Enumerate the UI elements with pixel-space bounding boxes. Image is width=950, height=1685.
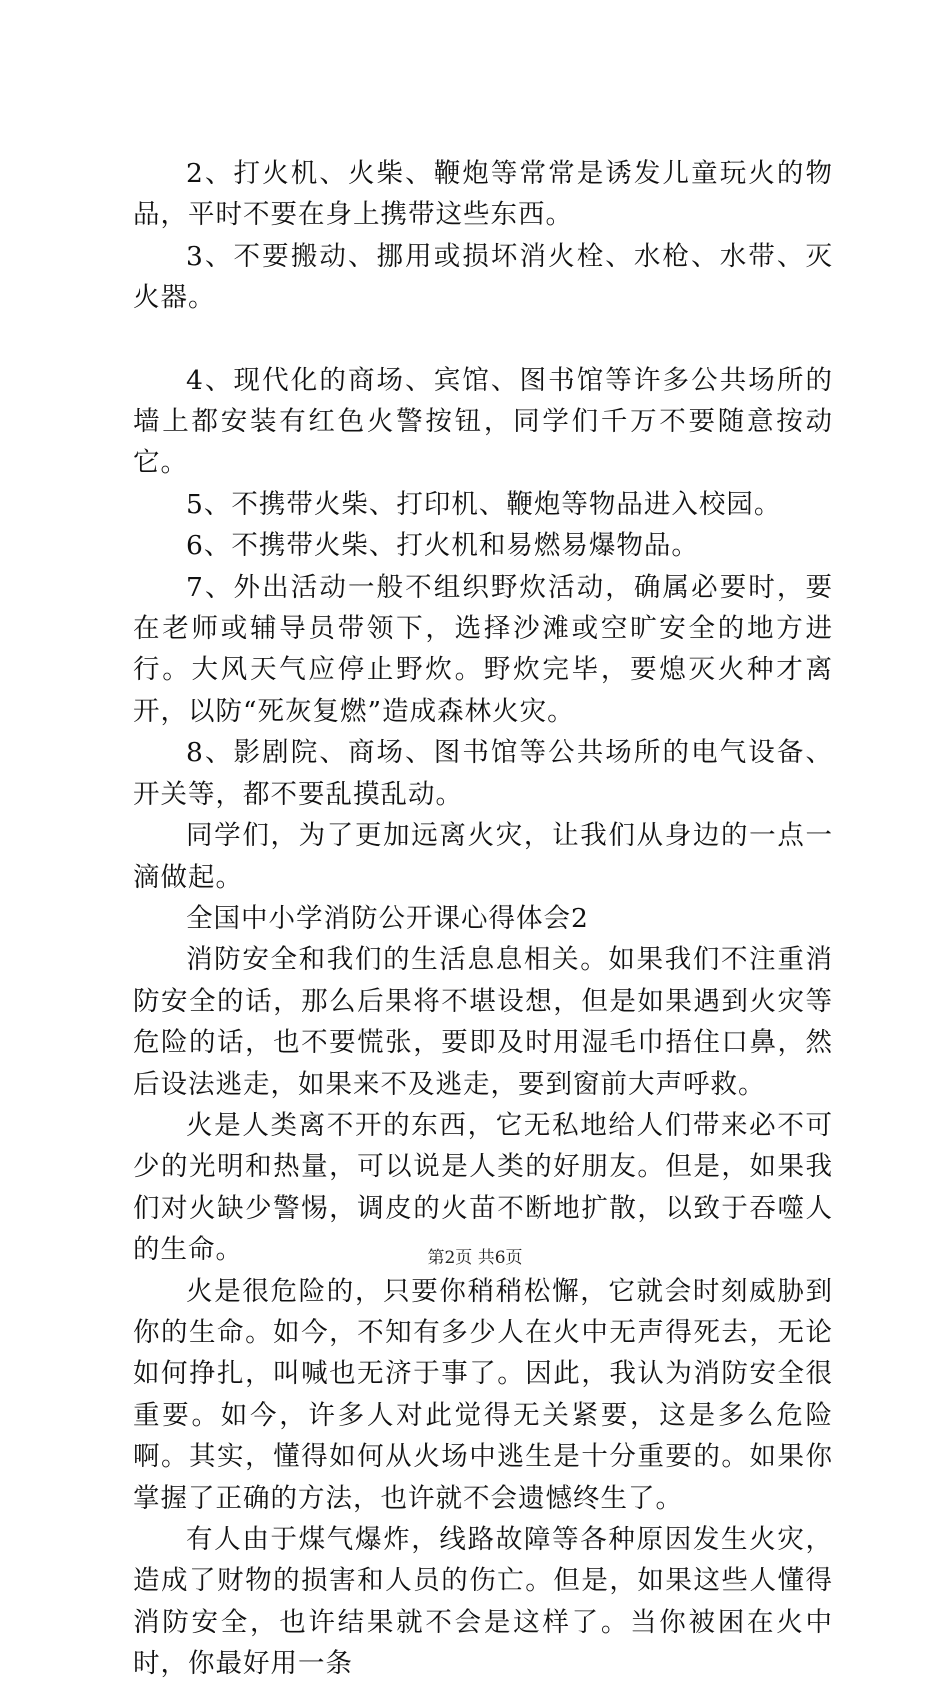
paragraph: 火是很危险的，只要你稍稍松懈，它就会时刻威胁到你的生命。如今，不知有多少人在火中无声得死去，无论如何挣扎，叫喊也无济于事了。因此，我认为消防安全很重要。如今，许多人对此觉得无关紧要，这是多么危险啊。其实，懂得如何从火场中逃生是十分重要的。如果你掌握了正确的方法，也许就不会遗憾终生了。 xyxy=(133,1275,833,1514)
paragraph: 火是人类离不开的东西，它无私地给人们带来必不可少的光明和热量，可以说是人类的好朋友。但是，如果我们对火缺少警惕，调皮的火苗不断地扩散，以致于吞噬人的生命。 xyxy=(133,1109,833,1266)
paragraph: 4、现代化的商场、宾馆、图书馆等许多公共场所的墙上都安装有红色火警按钮，同学们千万不要随意按动它。 xyxy=(133,364,833,479)
paragraph: 消防安全和我们的生活息息相关。如果我们不注重消防安全的话，那么后果将不堪设想，但是如果遇到火灾等危险的话，也不要慌张，要即及时用湿毛巾捂住口鼻，然后设法逃走，如果来不及逃走，要到窗前大声呼救。 xyxy=(133,944,833,1100)
paragraph: 有人由于煤气爆炸，线路故障等各种原因发生火灾，造成了财物的损害和人员的伤亡。但是，如果这些人懂得消防安全，也许结果就不会是这样了。当你被困在火中时，你最好用一条 xyxy=(133,1524,833,1680)
paragraph: 3、不要搬动、挪用或损坏消火栓、水枪、水带、灭火器。 xyxy=(133,240,833,314)
document-body xyxy=(133,153,833,1685)
page-number-footer: 第2页 共6页 xyxy=(427,1248,523,1268)
section-heading: 全国中小学消防公开课心得体会2 xyxy=(186,902,589,934)
paragraph: 8、影剧院、商场、图书馆等公共场所的电气设备、开关等，都不要乱摸乱动。 xyxy=(133,737,833,810)
paragraph: 7、外出活动一般不组织野炊活动，确属必要时，要在老师或辅导员带领下，选择沙滩或空旷安全的地方进行。大风天气应停止野炊。野炊完毕，要熄灭火种才离开，以防“死灰复燃”造成森林火灾。 xyxy=(133,571,833,727)
paragraph: 5、不携带火柴、打印机、鞭炮等物品进入校园。 xyxy=(186,488,782,520)
paragraph: 6、不携带火柴、打火机和易燃易爆物品。 xyxy=(186,530,699,562)
paragraph: 2、打火机、火柴、鞭炮等常常是诱发儿童玩火的物品，平时不要在身上携带这些东西。 xyxy=(133,158,833,231)
paragraph-spacer xyxy=(133,319,833,360)
paragraph: 同学们，为了更加远离火灾，让我们从身边的一点一滴做起。 xyxy=(133,820,833,893)
